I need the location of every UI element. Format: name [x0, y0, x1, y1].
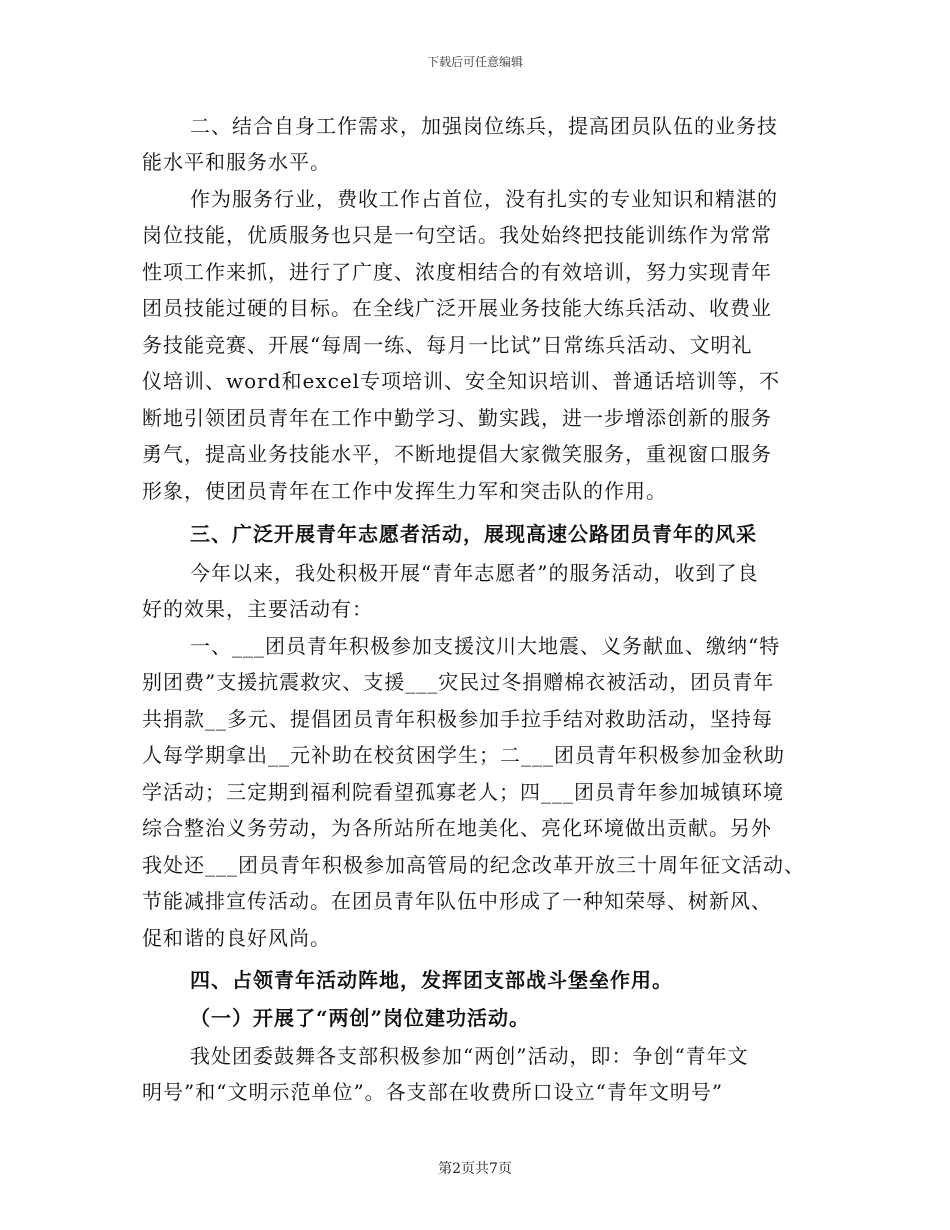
- text-line: 一、___团员青年积极参加支援汶川大地震、义务献血、缴纳“特: [190, 634, 781, 658]
- text-line: 二、结合自身工作需求，加强岗位练兵，提高团员队伍的业务技: [190, 114, 778, 138]
- text-line: 形象，使团员青年在工作中发挥生力军和突击队的作用。: [142, 479, 667, 503]
- page-header: 下载后可任意编辑: [426, 55, 523, 69]
- text-line: 能水平和服务水平。: [142, 150, 331, 174]
- text-line: 节能减排宣传活动。在团员青年队伍中形成了一种知荣辱、树新风、: [142, 889, 772, 913]
- text-line: 今年以来，我处积极开展“青年志愿者”的服务活动，收到了良: [190, 561, 759, 585]
- section-heading: 四、占领青年活动阵地，发挥团支部战斗堡垒作用。: [190, 968, 673, 992]
- text-line: 学活动；三定期到福利院看望孤寡老人；四___团员青年参加城镇环境: [142, 780, 784, 804]
- text-line: 我处团委鼓舞各支部积极参加“两创”活动，即：争创“青年文: [190, 1044, 749, 1068]
- subsection-heading: （一）开展了“两创”岗位建功活动。: [190, 1006, 531, 1030]
- text-line: 综合整治义务劳动，为各所站所在地美化、亮化环境做出贡献。另外: [142, 816, 772, 840]
- text-line: 作为服务行业，费收工作占首位，没有扎实的专业知识和精湛的: [190, 187, 778, 211]
- text-line: 团员技能过硬的目标。在全线广泛开展业务技能大练兵活动、收费业: [142, 296, 772, 320]
- section-heading: 三、广泛开展青年志愿者活动，展现高速公路团员青年的风采: [190, 522, 757, 546]
- text-line: 我处还___团员青年积极参加高管局的纪念改革开放三十周年征文活动、: [142, 853, 805, 877]
- text-line: 人每学期拿出__元补助在校贫困学生；二___团员青年积极参加金秋助: [142, 743, 785, 767]
- page-footer: 第2页共7页: [438, 1161, 512, 1177]
- text-line: 性项工作来抓，进行了广度、浓度相结合的有效培训，努力实现青年: [142, 260, 772, 284]
- text-line: 务技能竞赛、开展“每周一练、每月一比试”日常练兵活动、文明礼: [142, 333, 753, 357]
- text-line: 明号”和“文明示范单位”。各支部在收费所口设立“青年文明号”: [142, 1080, 724, 1104]
- text-line: 勇气，提高业务技能水平，不断地提倡大家微笑服务，重视窗口服务: [142, 442, 772, 466]
- text-line: 好的效果，主要活动有：: [142, 597, 373, 621]
- text-line: 别团费”支援抗震救灾、支援___灾民过冬捐赠棉衣被活动，团员青年: [142, 670, 775, 694]
- text-line: 断地引领团员青年在工作中勤学习、勤实践，进一步增添创新的服务: [142, 406, 772, 430]
- text-line: 岗位技能，优质服务也只是一句空话。我处始终把技能训练作为常常: [142, 223, 772, 247]
- text-line: 促和谐的良好风尚。: [142, 926, 331, 950]
- text-line: 仪培训、word和excel专项培训、安全知识培训、普通话培训等，不: [142, 369, 781, 393]
- text-line: 共捐款__多元、提倡团员青年积极参加手拉手结对救助活动，坚持每: [142, 707, 773, 731]
